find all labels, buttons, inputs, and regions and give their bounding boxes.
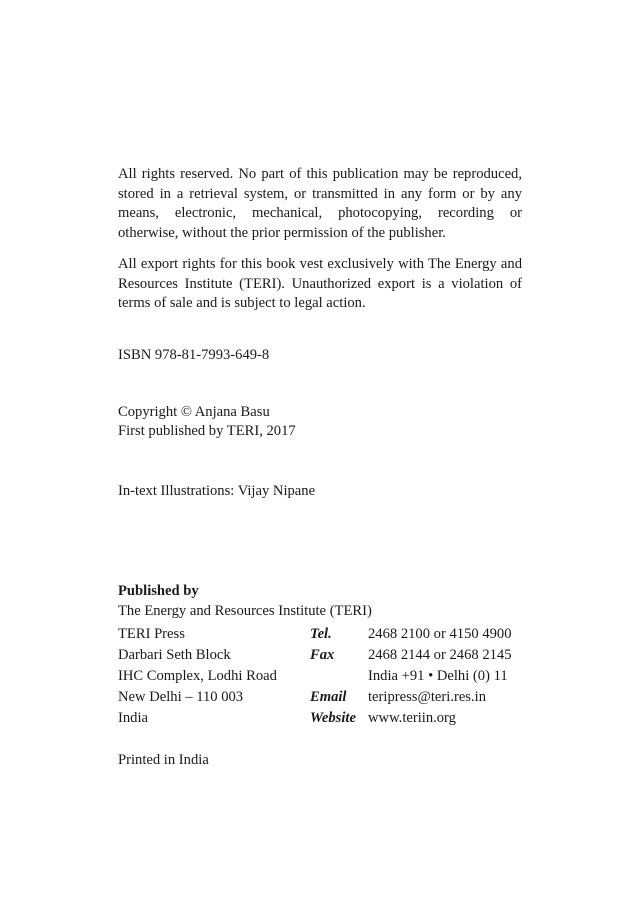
website-label: Website [310, 710, 356, 726]
blank-label [310, 666, 356, 687]
email-label: Email [310, 689, 347, 705]
address-line: TERI Press [118, 626, 185, 642]
fax-value: 2468 2144 or 2468 2145 [368, 647, 512, 663]
email-value: teripress@teri.res.in [368, 689, 486, 705]
printed-in-line: Printed in India [118, 752, 209, 768]
isbn: ISBN 978-81-7993-649-8 [118, 347, 270, 363]
copyright-line: Copyright © Anjana Basu [118, 404, 270, 420]
address-line: India [118, 710, 148, 726]
website-value: www.teriin.org [368, 710, 456, 726]
publisher-address [118, 624, 277, 729]
address-line: IHC Complex, Lodhi Road [118, 668, 277, 684]
publisher-name: The Energy and Resources Institute (TERI) [118, 603, 372, 619]
tel-value: 2468 2100 or 4150 4900 [368, 626, 512, 642]
fax-label: Fax [310, 647, 335, 663]
rights-reserved-paragraph: All rights reserved. No part of this publication may be reproduced, stored in a retrieval system, or transmitted in any form or by any means, electronic, mechanical, photocopying, recording or otherwise, without the prior permission of the publisher. [118, 166, 522, 241]
dialing-code: India +91 • Delhi (0) 11 [368, 668, 508, 684]
published-by-heading: Published by [118, 583, 199, 599]
address-line: Darbari Seth Block [118, 647, 231, 663]
first-published-line: First published by TERI, 2017 [118, 423, 296, 439]
contact-values [368, 624, 512, 729]
address-line: New Delhi – 110 003 [118, 689, 244, 705]
export-rights-paragraph: All export rights for this book vest exclusively with The Energy and Resources Institute (TERI). Unauthorized export is a violation of terms of sale and is subject to legal action. [118, 256, 522, 311]
tel-label: Tel. [310, 626, 332, 642]
contact-labels [310, 624, 356, 729]
illustrations-credit: In-text Illustrations: Vijay Nipane [118, 483, 316, 499]
